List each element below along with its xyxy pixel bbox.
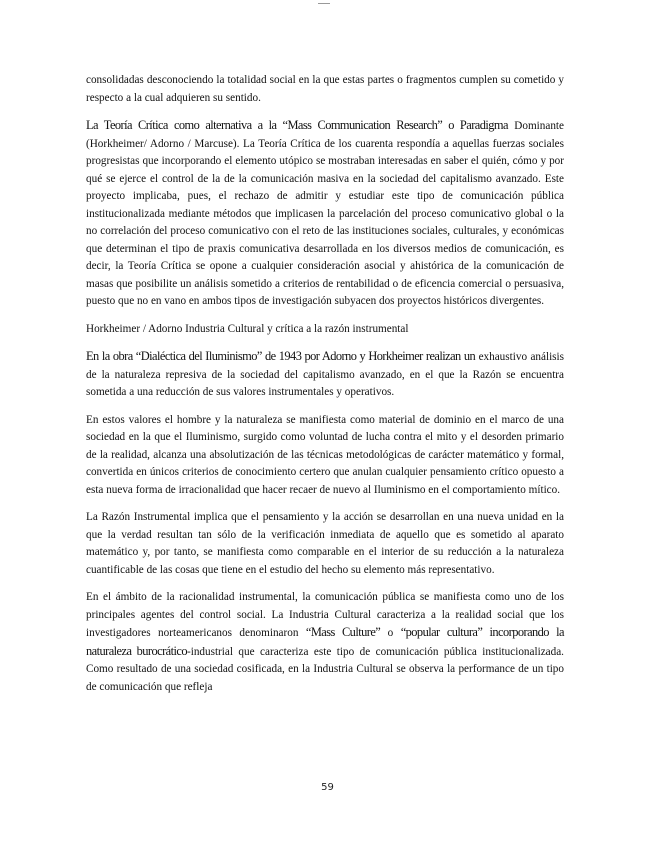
- paragraph-2-body: Dominante (Horkheimer/ Adorno / Marcuse). La Teoría Crítica de los cuarenta respondía a aquellas fuerzas sociales progresistas que incorporando el elemento utópico se mostraban interesadas en saber el quién, cómo y por qué se ejerce el control de la de la comunicación masiva en la sociedad del capitalismo avanzado. Este proyecto implicaba, pues, el rechazo de admitir y estudiar este tipo de comunicación pública institucionalizada mediante métodos que implicasen la parcelación del proceso comunicativo global o la no correlación del proceso comunicativo con el reto de las instituciones sociales, culturales, y económicas que determinan el tipo de praxis comunicativa desarrollada en los diversos medios de comunicación, es decir, la Teoría Crítica se opone a cualquier consideración asocial y ahistórica de la comunicación de masas que posibilite un análisis sometido a criterios de rentabilidad o de eficencia comercial o persuasiva, puesto que no en vano en ambos tipos de investigación subyacen dos proyectos históricos divergentes.: [86, 120, 565, 307]
- mass-culture-term: “Mass Culture”: [305, 625, 381, 639]
- section-heading: Horkheimer / Adorno Industria Cultural y crítica a la razón instrumental: [86, 322, 409, 335]
- header-mark: [318, 0, 330, 4]
- paragraph-1: consolidadas desconociendo la totalidad social en la que estas partes o fragmentos cumplen su cometido y respecto a la cual adquieren su sentido.: [86, 74, 564, 104]
- paragraph-4-body: exhaustivo análisis de la naturaleza represiva de la sociedad del capitalismo avanzado, en el que la Razón se encuentra sometida a una reducción de sus valores instrumentales y operativos.: [86, 351, 564, 398]
- paragraph-4-heading: En la obra “Dialéctica del Iluminismo” de 1943 por Adorno y Horkheimer realizan un: [86, 349, 476, 363]
- paragraph-7-part-e: -industrial que caracteriza este tipo de comunicación pública institucionalizada. Como resultado de una sociedad cosificada, en la Industria Cultural se observa la performance de un tipo de comunicación que refleja: [86, 645, 564, 693]
- paragraph-7-part-c: o: [380, 627, 401, 639]
- paragraph-2: [86, 117, 564, 311]
- page-body: [86, 72, 564, 706]
- paragraph-6: La Razón Instrumental implica que el pensamiento y la acción se desarrollan en una nueva unidad en la que la verdad resultan tan sólo de la verificación inmediata de aquello que es sometido al aparato matemático y, por tanto, se manifiesta como comparable en el interior de su reducción a la naturaleza cuantificable de las cosas que tiene en el estudio del hecho su elemento más representativo.: [86, 511, 564, 576]
- paragraph-5: En estos valores el hombre y la naturaleza se manifiesta como material de dominio en el marco de una sociedad en la que el Iluminismo, surgido como voluntad de lucha contra el mito y el desorden primario de la realidad, alcanza una absolutización de las técnicas metodológicas de carácter matemático y formal, convertida en únicos criterios de conocimiento certero que anulan cualquier pensamiento crítico opuesto a esta nueva forma de irracionalidad que hacer recaer de nuevo al Iluminismo en el comportamiento mítico.: [86, 413, 564, 496]
- page-number: 59: [321, 782, 334, 793]
- paragraph-7: [86, 589, 564, 696]
- popular-cultura-term: “popular cultura” incorporando la naturaleza burocrático: [86, 625, 564, 658]
- paragraph-2-heading: La Teoría Crítica como alternativa a la “Mass Communication Research” o Paradigma: [86, 118, 508, 132]
- paragraph-7-part-a: En el ámbito de la racionalidad instrumental, la comunicación pública se manifiesta como uno de los principales agentes del control social. La Industria Cultural caracteriza a la realidad social que los investigadores norteamericanos denominaron: [86, 591, 564, 639]
- paragraph-4: [86, 348, 564, 402]
